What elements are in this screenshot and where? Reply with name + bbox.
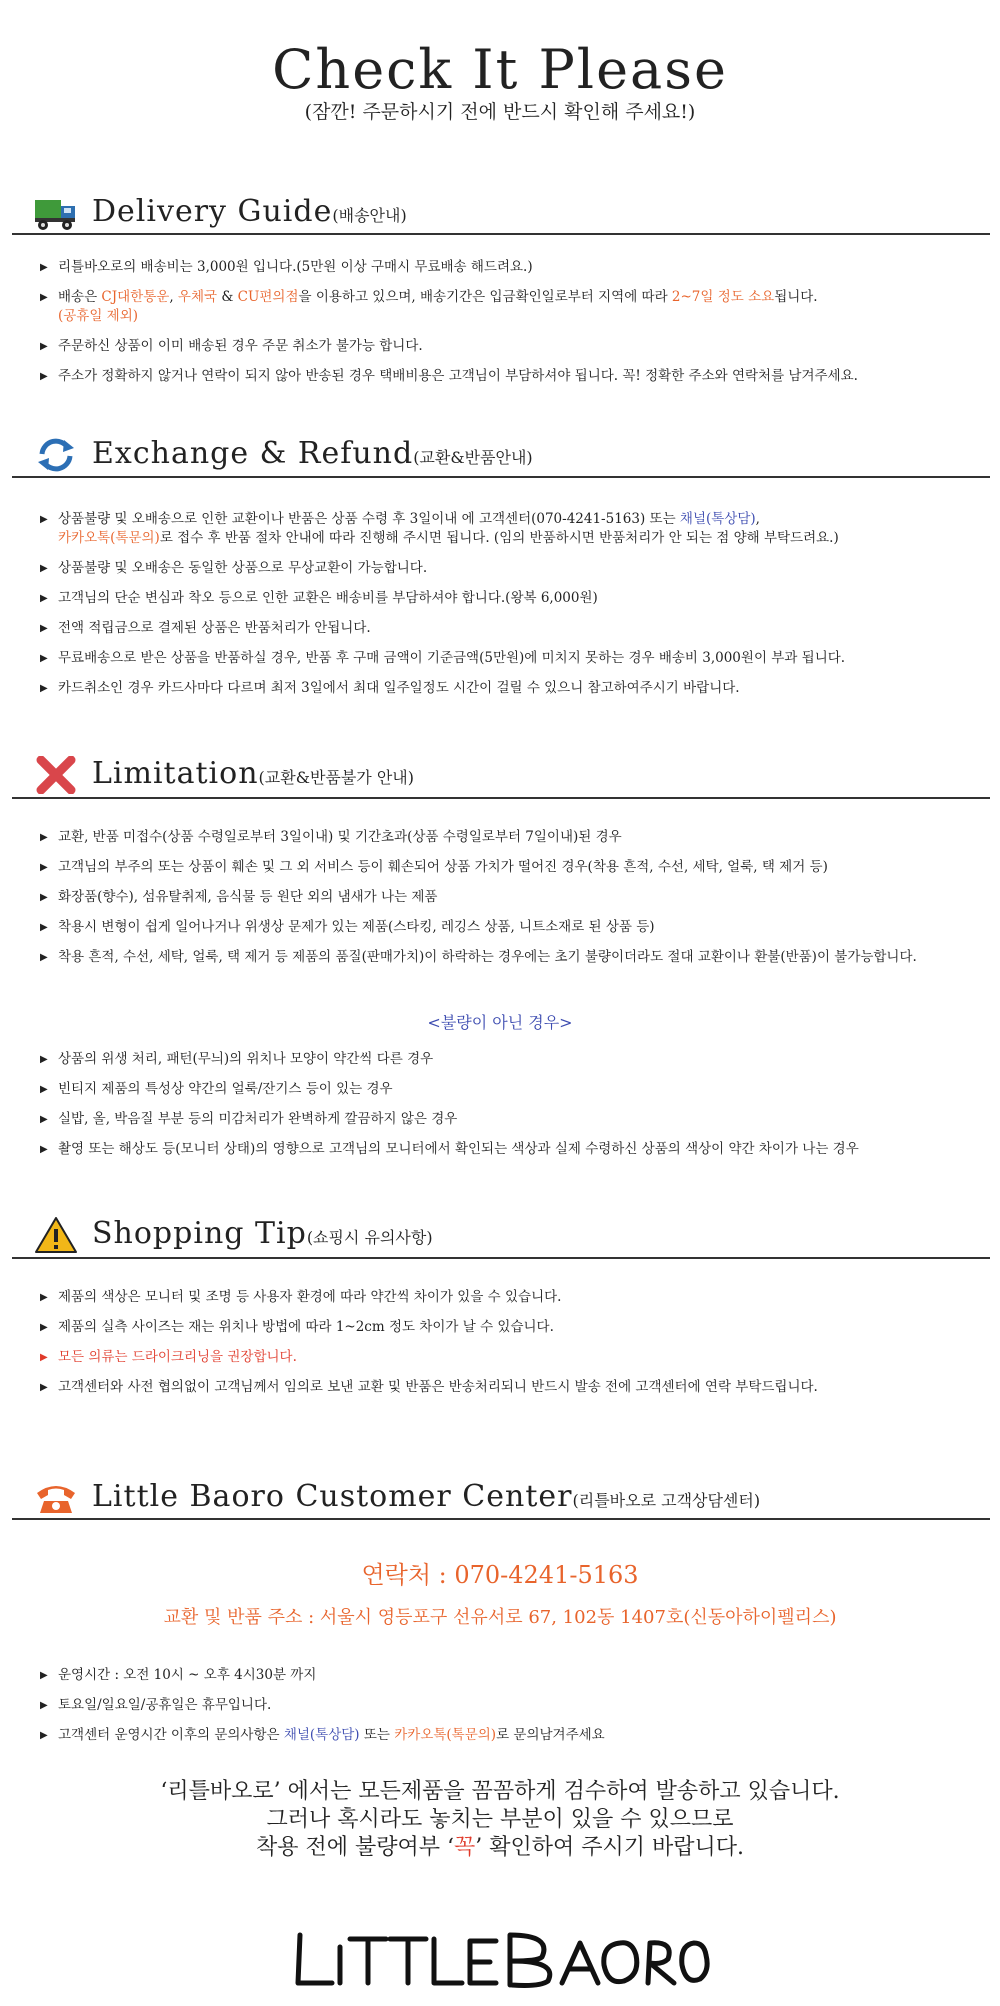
delivery-title: Delivery Guide (92, 194, 333, 229)
closing-line: 착용 전에 불량여부 ‘꼭’ 확인하여 주시기 바랍니다. (255, 1835, 744, 1860)
list-item: ▶ 교환, 반품 미접수(상품 수령일로부터 3일이내) 및 기간초과(상품 수령일로부터 7일이내)된 경우 (40, 828, 990, 847)
contact-phone: 연락처 : 070-4241-5163 (361, 1561, 639, 1589)
page-title: Check It Please (272, 38, 728, 101)
closing-message (0, 1778, 1000, 1862)
non-defect-note: <불량이 아닌 경우> (427, 1013, 573, 1032)
list-item: ▶ 화장품(향수), 섬유탈취제, 음식물 등 원단 외의 냄새가 나는 제품 (40, 888, 990, 907)
shopping-tip-title: Shopping Tip (92, 1216, 307, 1251)
delivery-subtitle: (배송안내) (332, 206, 407, 225)
list-item: ▶ 운영시간 : 오전 10시 ~ 오후 4시30분 까지 (40, 1666, 990, 1685)
list-item: ▶ 고객센터와 사전 협의없이 고객님께서 임의로 보낸 교환 및 반품은 반송처리되니 반드시 발송 전에 고객센터에 연락 부탁드립니다. (40, 1378, 990, 1397)
customer-center-title: Little Baoro Customer Center (92, 1479, 573, 1514)
list-item: ▶ 상품불량 및 오배송은 동일한 상품으로 무상교환이 가능합니다. (40, 559, 990, 578)
close-icon (34, 756, 78, 794)
refresh-icon (34, 436, 78, 474)
list-item: ▶ 리틀바오로의 배송비는 3,000원 입니다.(5만원 이상 구매시 무료배송 해드려요.) (40, 258, 990, 277)
list-item: ▶ 무료배송으로 받은 상품을 반품하실 경우, 반품 후 구매 금액이 기준금액(5만원)에 미치지 못하는 경우 배송비 3,000원이 부과 됩니다. (40, 649, 990, 668)
list-item: ▶ 모든 의류는 드라이크리닝을 권장합니다. (40, 1348, 990, 1367)
list-item: ▶ 상품불량 및 오배송으로 인한 교환이나 반품은 상품 수령 후 3일이내 에 고객센터(070-4241-5163) 또는 채널(톡상담), 카카오톡(톡문의)로 접수 후 반품 절차 안내에 따라 진행해 주시면 됩니다. (임의 반품하시면 반품처리가 안 되는 점 양해 부탁드려요.) (40, 510, 990, 548)
brand-logo (290, 1925, 710, 1995)
return-address: 교환 및 반품 주소 : 서울시 영등포구 선유서로 67, 102동 1407호(신동아하이펠리스) (163, 1607, 837, 1628)
divider (12, 233, 990, 235)
limitation-header (14, 750, 994, 802)
customer-center-subtitle: (리틀바오로 고객상담센터) (572, 1491, 761, 1510)
truck-icon (34, 194, 78, 232)
shopping-tip-header (14, 1210, 994, 1262)
divider (12, 797, 990, 799)
list-item: ▶ 주소가 정확하지 않거나 연락이 되지 않아 반송된 경우 택배비용은 고객님이 부담하셔야 됩니다. 꼭! 정확한 주소와 연락처를 남겨주세요. (40, 367, 990, 386)
list-item: ▶ 실밥, 올, 박음질 부분 등의 미감처리가 완벽하게 깔끔하지 않은 경우 (40, 1110, 990, 1129)
list-item: ▶ 빈티지 제품의 특성상 약간의 얼룩/잔기스 등이 있는 경우 (40, 1080, 990, 1099)
divider (12, 1257, 990, 1259)
phone-icon (34, 1479, 78, 1517)
list-item: ▶ 착용시 변형이 쉽게 일어나거나 위생상 문제가 있는 제품(스타킹, 레깅스 상품, 니트소재로 된 상품 등) (40, 918, 990, 937)
list-item: ▶ 제품의 색상은 모니터 및 조명 등 사용자 환경에 따라 약간씩 차이가 있을 수 있습니다. (40, 1288, 990, 1307)
list-item: ▶ 고객님의 부주의 또는 상품이 훼손 및 그 외 서비스 등이 훼손되어 상품 가치가 떨어진 경우(착용 흔적, 수선, 세탁, 얼룩, 택 제거 등) (40, 858, 990, 877)
shopping-tip-subtitle: (쇼핑시 유의사항) (306, 1228, 433, 1247)
warning-icon (34, 1216, 78, 1254)
list-item: ▶ 배송은 CJ대한통운, 우체국 & CU편의점을 이용하고 있으며, 배송기간은 입금확인일로부터 지역에 따라 2~7일 정도 소요됩니다. (공휴일 제외) (40, 288, 990, 326)
list-item: ▶ 상품의 위생 처리, 패턴(무늬)의 위치나 모양이 약간씩 다른 경우 (40, 1050, 990, 1069)
limitation-title: Limitation (92, 756, 259, 791)
exchange-header (14, 430, 994, 482)
divider (12, 1518, 990, 1520)
list-item: ▶ 주문하신 상품이 이미 배송된 경우 주문 취소가 불가능 합니다. (40, 337, 990, 356)
list-item: ▶ 촬영 또는 해상도 등(모니터 상태)의 영향으로 고객님의 모니터에서 확인되는 색상과 실제 수령하신 상품의 색상이 약간 차이가 나는 경우 (40, 1140, 990, 1159)
exchange-subtitle: (교환&반품안내) (413, 448, 533, 467)
closing-line: ‘리틀바오로’ 에서는 모든제품을 꼼꼼하게 검수하여 발송하고 있습니다. (160, 1779, 840, 1804)
page-subtitle: (잠깐! 주문하시기 전에 반드시 확인해 주세요!) (304, 101, 696, 123)
list-item: ▶ 착용 흔적, 수선, 세탁, 얼룩, 택 제거 등 제품의 품질(판매가치)이 하락하는 경우에는 초기 불량이더라도 절대 교환이나 환불(반품)이 불가능합니다. (40, 948, 990, 967)
list-item: ▶ 제품의 실측 사이즈는 재는 위치나 방법에 따라 1~2cm 정도 차이가 날 수 있습니다. (40, 1318, 990, 1337)
divider (12, 476, 990, 478)
limitation-subtitle: (교환&반품불가 안내) (258, 768, 415, 787)
list-item: ▶ 고객님의 단순 변심과 착오 등으로 인한 교환은 배송비를 부담하셔야 합니다.(왕복 6,000원) (40, 589, 990, 608)
list-item: ▶ 토요일/일요일/공휴일은 휴무입니다. (40, 1696, 990, 1715)
list-item: ▶ 카드취소인 경우 카드사마다 다르며 최저 3일에서 최대 일주일정도 시간이 걸릴 수 있으니 참고하여주시기 바랍니다. (40, 679, 990, 698)
list-item: ▶ 고객센터 운영시간 이후의 문의사항은 채널(톡상담) 또는 카카오톡(톡문의)로 문의남겨주세요 (40, 1726, 990, 1745)
exchange-title: Exchange & Refund (92, 436, 414, 471)
list-item: ▶ 전액 적립금으로 결제된 상품은 반품처리가 안됩니다. (40, 619, 990, 638)
closing-line: 그러나 혹시라도 놓치는 부분이 있을 수 있으므로 (266, 1807, 734, 1832)
